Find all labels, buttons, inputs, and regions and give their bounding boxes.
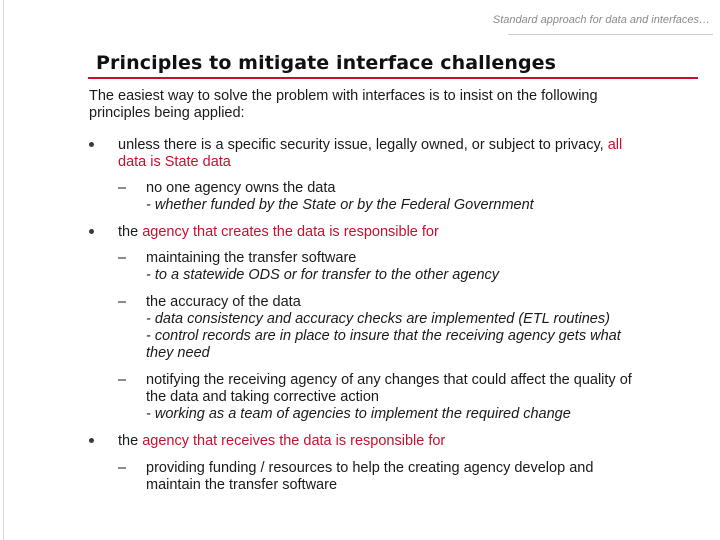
- intro-paragraph: [89, 88, 709, 122]
- bullet-dot: [89, 438, 94, 443]
- sub-bullet-text: no one agency owns the data: [146, 180, 336, 196]
- sub-bullet-item: [89, 460, 709, 494]
- bullet-text: unless there is a specific security issue, legally owned, or subject to privacy,: [118, 137, 608, 153]
- bullet-dot: [89, 229, 94, 234]
- sub-bullet-text: maintain the transfer software: [146, 477, 338, 493]
- bullet-line: [118, 224, 709, 241]
- bullet-text: the: [118, 433, 143, 449]
- bullet-highlight: all: [607, 137, 623, 153]
- intro-line: The easiest way to solve the problem with interfaces is to insist on the following: [89, 88, 598, 104]
- bullet-item: [89, 137, 709, 171]
- sub-bullet-italic: - to a statewide ODS or for transfer to the other agency: [146, 267, 500, 283]
- dash-marker: –: [118, 294, 127, 310]
- sub-bullet-text: the accuracy of the data: [146, 294, 301, 310]
- bullet-highlight: agency that creates the data is responsible for: [142, 224, 439, 240]
- sub-bullet-item: [89, 180, 709, 214]
- intro-line: principles being applied:: [89, 105, 245, 121]
- sub-bullet-italic: they need: [146, 345, 210, 361]
- title-underline: [88, 77, 698, 79]
- dash-marker: –: [118, 180, 127, 196]
- sub-bullet-item: [89, 372, 709, 423]
- slide-body: [89, 88, 709, 494]
- bullet-dot: [89, 142, 94, 147]
- dash-marker: –: [118, 372, 127, 388]
- bullet-highlight: agency that receives the data is responsible for: [142, 433, 446, 449]
- left-edge-rule: [3, 0, 4, 540]
- bullet-line: [118, 137, 709, 154]
- page-title: Principles to mitigate interface challenges: [96, 52, 557, 74]
- bullet-item: [89, 224, 709, 241]
- header-note: Standard approach for data and interfaces…: [492, 14, 710, 26]
- sub-bullet-text: notifying the receiving agency of any changes that could affect the quality of: [146, 372, 632, 388]
- sub-bullet-italic: - control records are in place to insure that the receiving agency gets what: [146, 328, 621, 344]
- header-rule: [508, 34, 713, 35]
- bullet-text: the: [118, 224, 143, 240]
- bullet-highlight-continued: data is State data: [118, 154, 231, 170]
- dash-marker: –: [118, 250, 127, 266]
- sub-bullet-italic: - data consistency and accuracy checks are implemented (ETL routines): [146, 311, 610, 327]
- sub-bullet-text: the data and taking corrective action: [146, 389, 379, 405]
- sub-bullet-text: maintaining the transfer software: [146, 250, 357, 266]
- sub-bullet-item: [89, 250, 709, 284]
- sub-bullet-italic: - working as a team of agencies to implement the required change: [146, 406, 571, 422]
- sub-bullet-text: providing funding / resources to help the creating agency develop and: [146, 460, 594, 476]
- sub-bullet-item: [89, 294, 709, 362]
- bullet-line: [118, 433, 709, 450]
- sub-bullet-italic: - whether funded by the State or by the Federal Government: [146, 197, 534, 213]
- bullet-item: [89, 433, 709, 450]
- dash-marker: –: [118, 460, 127, 476]
